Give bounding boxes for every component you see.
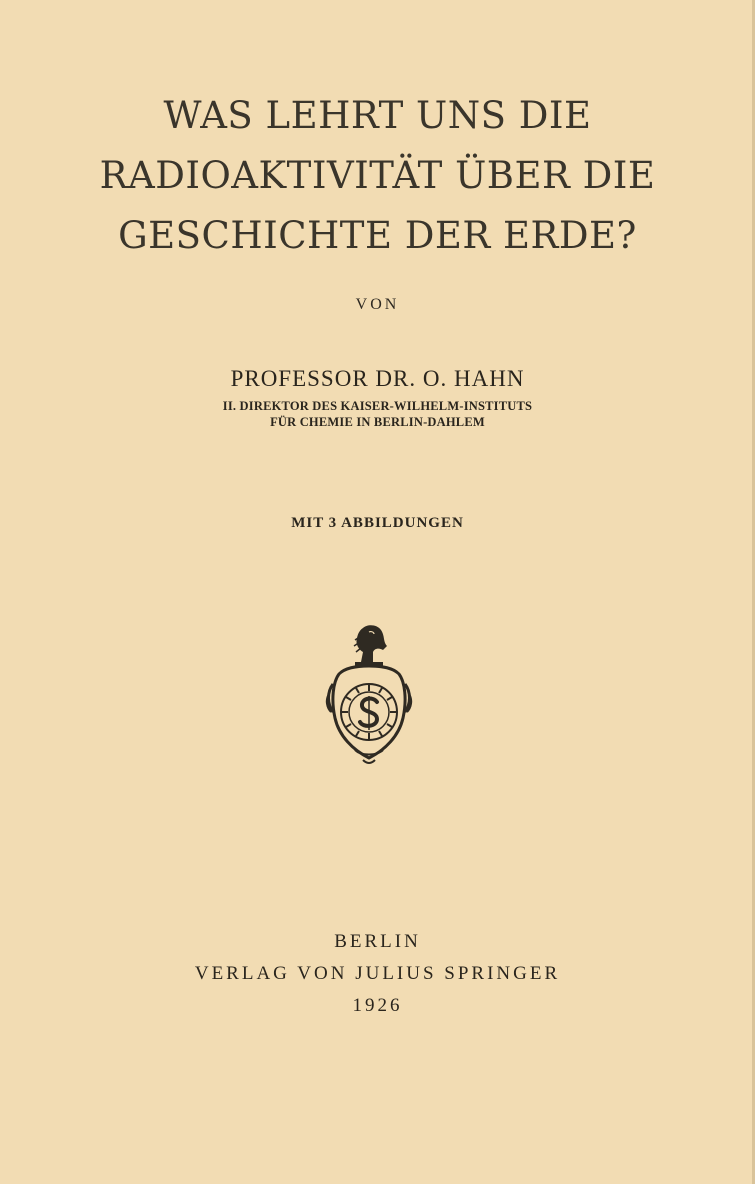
title-line-2: RADIOAKTIVITÄT ÜBER DIE — [99, 154, 656, 197]
title-line-1: WAS LEHRT UNS DIE — [163, 94, 592, 137]
illustrations-note: MIT 3 ABBILDUNGEN — [291, 515, 464, 531]
imprint-publisher: VERLAG VON JULIUS SPRINGER — [194, 963, 561, 984]
affiliation-line-2: FÜR CHEMIE IN BERLIN-DAHLEM — [270, 415, 485, 429]
imprint — [0, 926, 755, 1022]
title-line-3: GESCHICHTE DER ERDE? — [118, 214, 637, 257]
author-affiliation — [0, 398, 755, 430]
imprint-city: BERLIN — [334, 931, 421, 952]
byline: VON — [355, 296, 400, 313]
affiliation-line-1: II. DIREKTOR DES KAISER-WILHELM-INSTITUTS — [222, 399, 533, 413]
springer-horse-emblem-icon — [325, 622, 413, 768]
imprint-year: 1926 — [352, 995, 403, 1016]
book-title — [0, 86, 755, 266]
author-name: PROFESSOR DR. O. HAHN — [230, 366, 525, 391]
